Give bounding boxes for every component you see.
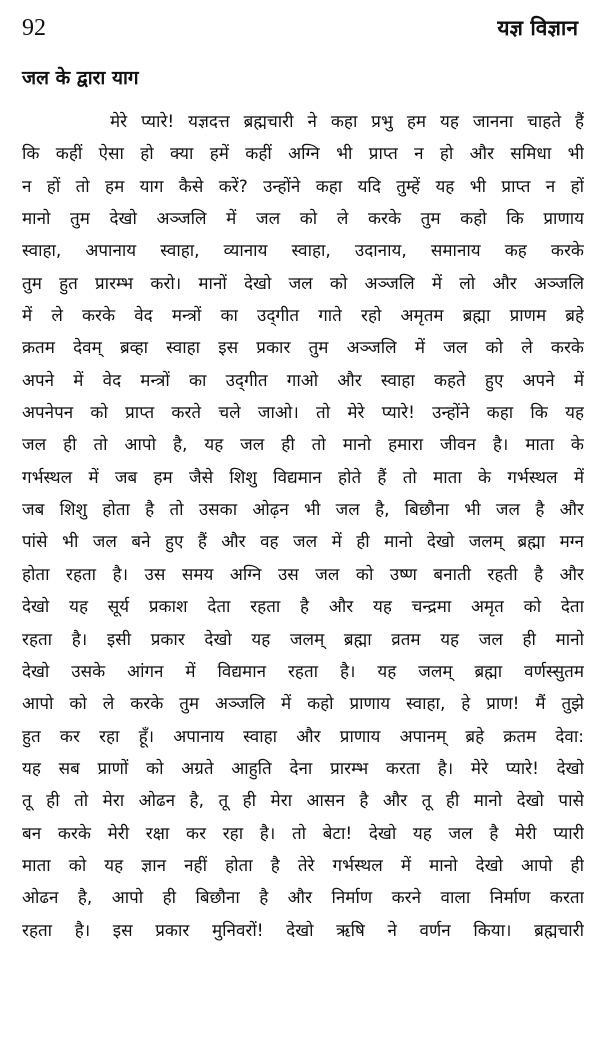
- text-line: देखो उसके आंगन में विद्यमान रहता है। यह जलम् ब्रह्मा वर्णस्सुतम: [22, 661, 584, 682]
- page-header: [22, 12, 578, 48]
- text-line: रहता है। इस प्रकार मुनिवरों! देखो ऋषि ने वर्णन किया। ब्रह्मचारी: [22, 920, 584, 941]
- text-line: बन करके मेरी रक्षा कर रहा है। तो बेटा! देखो यह जल है मेरी प्यारी: [22, 823, 584, 844]
- text-line: अपनेपन को प्राप्त करते चले जाओ। तो मेरे प्यारे! उन्होंने कहा कि यह: [22, 403, 584, 424]
- running-title: यज्ञ विज्ञान: [497, 16, 578, 40]
- body-paragraph: [22, 106, 584, 947]
- text-line: जल ही तो आपो है, यह जल ही तो मानो हमारा जीवन है। माता के: [22, 435, 584, 456]
- page-number: 92: [22, 15, 46, 41]
- text-line: हुत कर रहा हूँ। अपानाय स्वाहा और प्राणाय अपानम् ब्रहे क्रतम देवा:: [22, 726, 584, 747]
- text-line: ओढन है, आपो ही बिछौना है और निर्माण करने वाला निर्माण करता: [22, 888, 584, 909]
- text-line: कि कहीं ऐसा हो क्या हमें कहीं अग्नि भी प्राप्त न हो और समिधा भी: [22, 144, 584, 165]
- text-line: होता रहता है। उस समय अग्नि उस जल को उष्ण बनाती रहती है और: [22, 564, 584, 585]
- text-line: तू ही तो मेरा ओढन है, तू ही मेरा आसन है और तू ही मानो देखो पासे: [22, 791, 584, 812]
- text-line: रहता है। इसी प्रकार देखो यह जलम् ब्रह्मा व्रतम यह जल ही मानो: [22, 629, 584, 650]
- text-line: तुम हुत प्रारम्भ करो। मानों देखो जल को अञ्जलि में लो और अञ्जलि: [22, 273, 584, 294]
- text-line: न हों तो हम याग कैसे करें? उन्होंने कहा यदि तुम्हें यह भी प्राप्त न हों: [22, 176, 584, 197]
- text-line: में ले करके वेद मन्त्रों का उद्‌गीत गाते रहो अमृतम ब्रह्मा प्राणम ब्रहे: [22, 306, 584, 327]
- text-line: अपने में वेद मन्त्रों का उद्‌गीत गाओ और स्वाहा कहते हुए अपने में: [22, 370, 584, 391]
- text-line: मानो तुम देखो अञ्जलि में जल को ले करके तुम कहो कि प्राणाय: [22, 209, 584, 230]
- text-line: गर्भस्थल में जब हम जैसे शिशु विद्यमान होते हैं तो माता के गर्भस्थल में: [22, 467, 584, 488]
- text-line: जब शिशु होता है तो उसका ओढ़न भी जल है, बिछौना भी जल है और: [22, 500, 584, 521]
- text-line: पांसे भी जल बने हुए हैं और वह जल में ही मानो देखो जलम् ब्रह्मा मग्न: [22, 532, 584, 553]
- text-line: देखो यह सूर्य प्रकाश देता रहता है और यह चन्द्रमा अमृत को देता: [22, 597, 584, 618]
- text-line: क्रतम देवम् ब्रव्हा स्वाहा इस प्रकार तुम अञ्जलि में जल को ले करके: [22, 338, 584, 359]
- section-heading: जल के द्वारा याग: [22, 67, 139, 89]
- text-line: स्वाहा, अपानाय स्वाहा, व्यानाय स्वाहा, उदानाय, समानाय कह करके: [22, 241, 584, 262]
- text-line: आपो को ले करके तुम अञ्जलि में कहो प्राणाय स्वाहा, हे प्राण! मैं तुझे: [22, 694, 584, 715]
- text-line: मेरे प्यारे! यज्ञदत्त ब्रह्मचारी ने कहा प्रभु हम यह जानना चाहते हैं: [110, 112, 584, 132]
- text-line: माता को यह ज्ञान नहीं होता है तेरे गर्भस्थल में मानो देखो आपो ही: [22, 855, 584, 876]
- text-line: यह सब प्राणों को अग्रते आहुति देना प्रारम्भ करता है। मेरे प्यारे! देखो: [22, 758, 584, 779]
